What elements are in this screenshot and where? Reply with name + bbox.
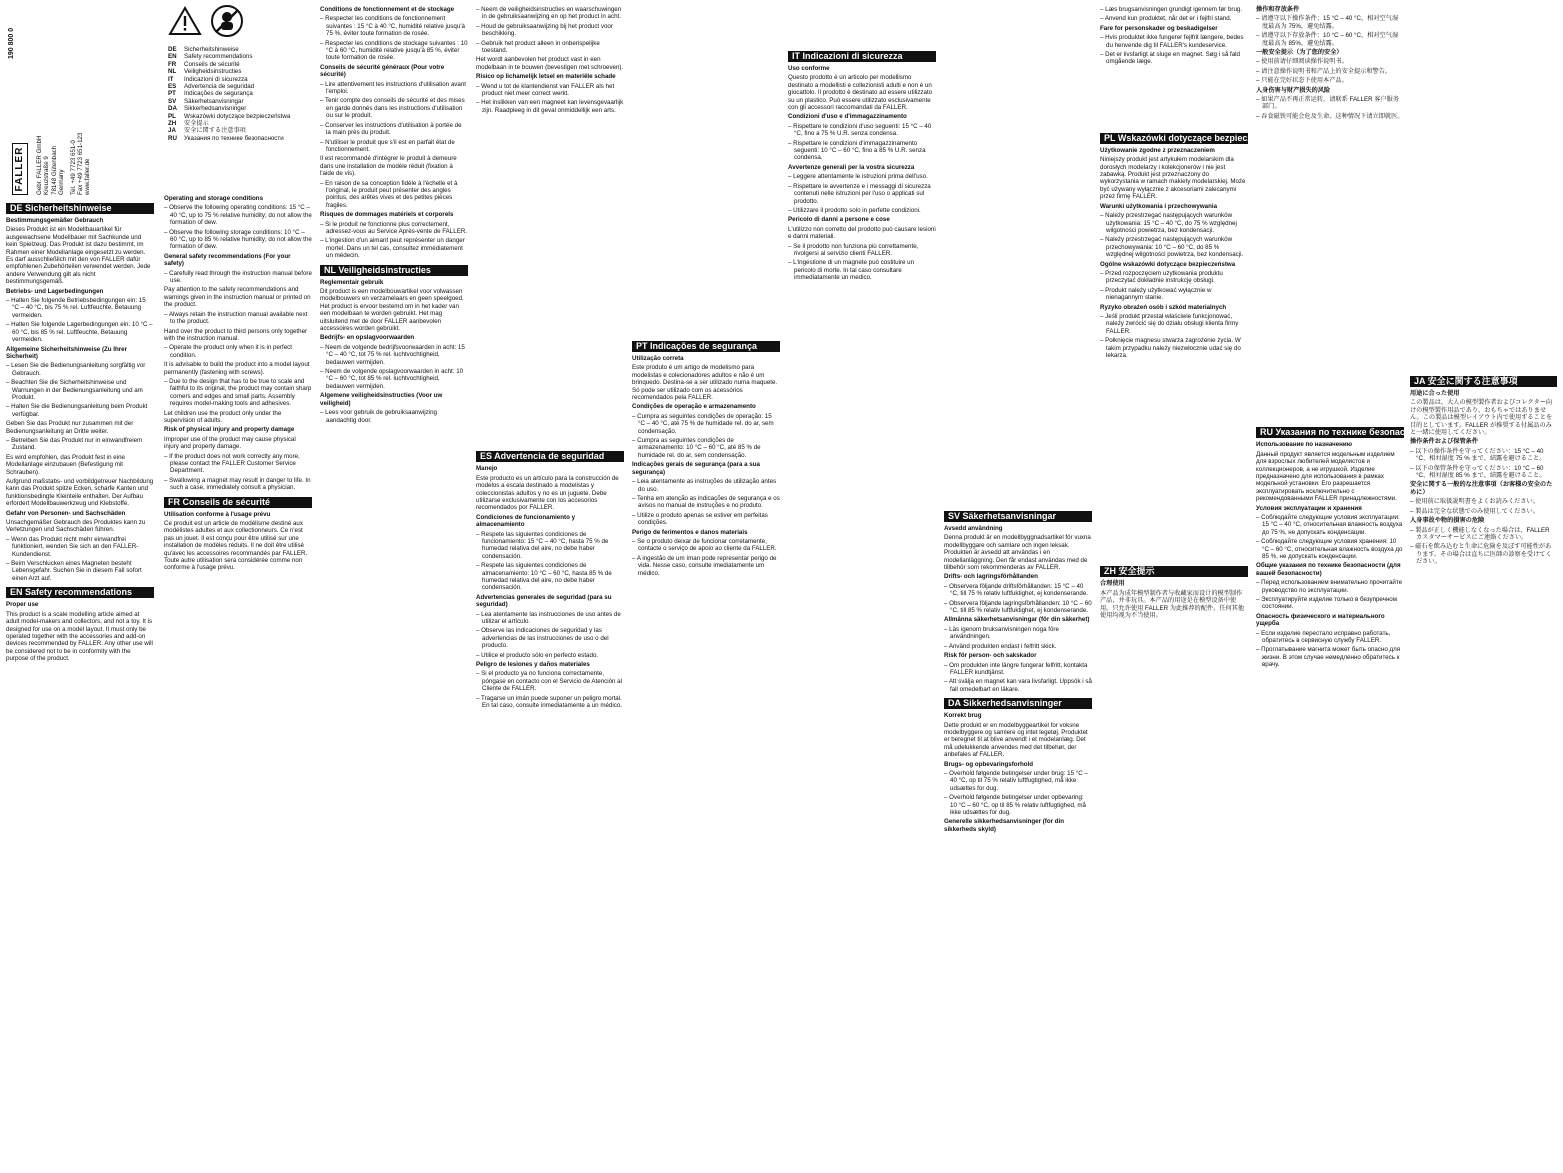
de-b4: – Beachten Sie die Sicherheitshinweise und Warnungen in der Bedienungsanleitung und am Produkt. bbox=[6, 379, 143, 401]
spacer bbox=[788, 6, 936, 46]
da-b3: – Læs brugsanvisningen grundigt igennem før brug. bbox=[1100, 6, 1243, 13]
de-b3: – Lesen Sie die Bedienungsanleitung sorgfältig vor Gebrauch. bbox=[6, 362, 146, 377]
language-entry: JA 安全に関する注意事項 bbox=[168, 127, 246, 135]
pt-sub4: Perigo de ferimentos e danos materiais bbox=[632, 528, 748, 536]
zh-b3: – 使用前请仔细阅读操作说明书。 bbox=[1256, 58, 1348, 66]
pt-b3: – Leia atentamente as instruções de utilização antes do uso. bbox=[632, 478, 777, 493]
fr-sub1: Utilisation conforme à l'usage prévu bbox=[164, 510, 271, 518]
language-entry: PL Wskazówki dotyczące bezpieczeństwa bbox=[168, 112, 291, 120]
de-sub3: Allgemeine Sicherheitshinweise (Zu Ihrer Sicherheit) bbox=[6, 345, 128, 360]
fr-b3: – Lire attentivement les instructions d'utilisation avant l'emploi. bbox=[320, 80, 466, 96]
nl-p1: Dit product is een modelbouwartikel voor volwassen modelbouwers en verzamelaars en geen speelgoed. Het product is ervoor bestemd om in het kader van een modelbaan te worden gebruikt. Het mag uitsluitend met de door FALLER aanbevolen accessoires worden gebruikt. bbox=[320, 288, 464, 333]
it-b5: – Utilizzare il prodotto solo in perfette condizioni. bbox=[788, 206, 921, 214]
it-heading: IT Indicazioni di sicurezza bbox=[788, 51, 936, 62]
da-heading: DA Sikkerhedsanvisninger bbox=[944, 698, 1092, 709]
pt-b1: – Cumpra as seguintes condições de operação: 15 °C – 40 °C, até 75 % de humidade rel. do ar, sem condensação. bbox=[632, 412, 774, 435]
ru-b5: – Если изделие перестало исправно работать, обратитесь в сервисную службу FALLER. bbox=[1256, 629, 1391, 645]
nl-b7: – Wend u tot de klantendienst van FALLER als het product niet meer correct werkt. bbox=[476, 82, 615, 98]
de-p3: Es wird empfohlen, das Produkt fest in eine Modellanlage einzubauen (Befestigung mit Schrauben). bbox=[6, 453, 126, 476]
pt-b2: – Cumpra as seguintes condições de armazenamento: 10 °C – 60 °C, até 85 % de humidade rel. do ar, sem condensação. bbox=[632, 437, 761, 459]
fr-heading: FR Conseils de sécurité bbox=[164, 497, 312, 508]
es-b5: – Utilice el producto sólo en perfecto estado. bbox=[476, 651, 599, 659]
nl-sub3: Algemene veiligheidsinstructies (Voor uw veiligheid) bbox=[320, 392, 443, 407]
sv-b6: – Att svälja en magnet kan vara livsfarligt. Uppsök i så fall omedelbart en läkare. bbox=[944, 678, 1092, 693]
fr-sub2: Conditions de fonctionnement et de stockage bbox=[320, 6, 455, 13]
it-sub2: Condizioni d'uso e d'immagazzinamento bbox=[788, 113, 907, 121]
company-address bbox=[36, 75, 92, 195]
nl-sub2: Bedrijfs- en opslagvoorwaarden bbox=[320, 334, 415, 342]
es-b6: – Si el producto ya no funciona correctamente, póngase en contacto con el Servicio de Atención al Cliente de FALLER. bbox=[476, 670, 623, 693]
ja-sub1: 用途に合った使用 bbox=[1410, 390, 1460, 397]
sv-p1: Denna produkt är en modellbyggnadsartikel för vuxna modellbyggare och samlare och ingen leksak. Produkten är avsedd att användas i en modellanläggning. Den får endast användas med de tillbehör som rekommenderas av FALLER. bbox=[944, 534, 1091, 572]
ru-b4: – Эксплуатируйте изделие только в безупречном состоянии. bbox=[1256, 596, 1397, 611]
nl-heading: NL Veiligheidsinstructies bbox=[320, 265, 468, 276]
pl-sub4: Ryzyko obrażeń osób i szkód materialnych bbox=[1100, 303, 1227, 311]
en-b2: – Observe the following storage conditions: 10 °C – 60 °C, up to 85 % relative humidity; do not allow the formation of dew. bbox=[164, 228, 312, 251]
da-sub1: Korrekt brug bbox=[944, 712, 982, 720]
it-b4: – Rispettare le avvertenze e i messaggi di sicurezza contenuti nelle istruzioni per l'uso o applicati sul prodotto. bbox=[788, 182, 931, 205]
faller-logo: FALLER bbox=[12, 143, 28, 195]
part-number: 190 800 0 bbox=[8, 27, 15, 59]
fr-sub3: Conseils de sécurité généraux (Pour votre sécurité) bbox=[320, 63, 445, 79]
pl-b4: – Produkt należy użytkować wyłącznie w nienagannym stanie. bbox=[1100, 286, 1212, 302]
ja-b6: – 磁石を飲み込むと生命に危険を及ぼす可能性があります。その場合は直ちに医師の診察を受けてください。 bbox=[1410, 543, 1552, 566]
ru-b6: – Проглатывание магнита может быть опасно для жизни. В этом случае немедленно обратитесь к врачу. bbox=[1256, 646, 1401, 669]
column-7 bbox=[944, 6, 1092, 1166]
language-entry: NL Veiligheidsinstructies bbox=[168, 68, 242, 76]
en-b5: – Operate the product only when it is in perfect condition. bbox=[164, 344, 292, 359]
da-b6: – Det er livsfarligt at sluge en magnet. Søg i så fald omgående læge. bbox=[1100, 51, 1240, 66]
fr-b1: – Respecter les conditions de fonctionnement suivantes : 15 °C à 40 °C, humidité relative jusqu'à 75 %, éviter toute formation de rosée. bbox=[320, 15, 465, 38]
ru-b3: – Перед использованием внимательно прочитайте руководство по эксплуатации. bbox=[1256, 579, 1403, 594]
fr-b2: – Respecter les conditions de stockage suivantes : 10 °C à 60 °C, humidité relative jusqu'à 85 %, éviter toute formation de rosée. bbox=[320, 39, 468, 62]
spacer bbox=[1100, 68, 1248, 128]
en-b1: – Observe the following operating conditions: 15 °C – 40 °C, up to 75 % relative humidity; do not allow the formation of dew. bbox=[164, 204, 312, 227]
zh-b2: – 请遵守以下存放条件：10 °C – 60 °C，相对空气湿度最高为 85%，避免结露。 bbox=[1256, 32, 1399, 47]
zh-p1: 本产品为成年模型制作者与收藏家而设计的模型制作产品，并非玩具。本产品的用途是在模型设备中使用。只允许使用 FALLER 为此推荐的配件。任何其他使用均视为不当使用。 bbox=[1100, 589, 1245, 620]
nl-sub1: Reglementair gebruik bbox=[320, 278, 384, 286]
de-b6: – Betreiben Sie das Produkt nur in einwandfreiem Zustand. bbox=[6, 436, 143, 452]
es-b3: – Lea atentamente las instrucciones de uso antes de utilizar el artículo. bbox=[476, 610, 621, 625]
fr-b9: – L'ingestion d'un aimant peut représenter un danger mortel. Dans un tel cas, consultez immédiatement un médecin. bbox=[320, 237, 465, 260]
es-sub1: Manejo bbox=[476, 465, 498, 473]
ja-b2: – 以下の保管条件を守ってください：10 °C – 60 °C、相対湿度 85 % まで、結露を避けること。 bbox=[1410, 464, 1546, 480]
column-9 bbox=[1256, 6, 1431, 1166]
company-tel: Tel. +49 7723 651-0 bbox=[69, 140, 77, 195]
zh-b7: – 吞食磁铁可能会危及生命。这种情况下请立即就医。 bbox=[1256, 112, 1404, 120]
ja-b4: – 製品は完全な状態でのみ使用してください。 bbox=[1410, 507, 1539, 515]
header-block bbox=[6, 4, 156, 199]
zh-b4: – 请注意操作说明书和产品上的安全提示和警告。 bbox=[1256, 67, 1392, 75]
sv-sub4: Risk för person- och sakskador bbox=[944, 652, 1037, 660]
sv-b2: – Observera följande lagringsförhållanden: 10 °C – 60 °C, till 85 % relativ luftfuktighet, ej kondenserande. bbox=[944, 599, 1092, 615]
zh-b6: – 如果产品不再正常运转，请联系 FALLER 客户服务部门。 bbox=[1256, 96, 1400, 111]
da-b5: – Hvis produktet ikke fungerer fejlfrit længere, bedes du henvende dig til FALLER's kundeservice. bbox=[1100, 34, 1244, 49]
pt-b6: – Se o produto deixar de funcionar corretamente, contacte o serviço de apoio ao cliente da FALLER. bbox=[632, 537, 777, 553]
sv-b4: – Använd produkten endast i felfritt skick. bbox=[944, 642, 1057, 650]
pl-p1: Niniejszy produkt jest artykułem modelarskim dla dorosłych modelarzy i kolekcjonerów i nie jest zabawką. Produkt jest przeznaczony do wykorzystania w ramach makiety modelarskiej. Może być używany wyłącznie z akcesoriami zalecanymi przez firmę FALLER. bbox=[1100, 156, 1246, 201]
en-b6: – Due to the design that has to be true to scale and faithful to its original, the product may contain sharp corners and edges and small parts. Assembly requires model-making tools and adhesives. bbox=[164, 377, 312, 408]
en-b3: – Carefully read through the instruction manual before use. bbox=[164, 269, 312, 285]
da-b4: – Anvend kun produktet, når det er i fejlfri stand. bbox=[1100, 15, 1232, 23]
en-p2: Pay attention to the safety recommendations and warnings given in the instruction manual or printed on the product. bbox=[164, 286, 311, 309]
language-entry: IT Indicazioni di sicurezza bbox=[168, 75, 248, 83]
en-p5: Let children use the product only under the supervision of adults. bbox=[164, 409, 282, 424]
language-list bbox=[168, 46, 308, 142]
de-b8: – Beim Verschlucken eines Magneten besteht Lebensgefahr. Suchen Sie in diesem Fall sofort einen Arzt auf. bbox=[6, 560, 142, 582]
ja-sub3: 安全に関する一般的な注意事項（お客様の安全のために） bbox=[1410, 481, 1553, 496]
pt-b4: – Tenha em atenção as indicações de segurança e os avisos no manual de instruções e no produto. bbox=[632, 494, 780, 510]
ja-b1: – 以下の操作条件を守ってください：15 °C – 40 °C、相対湿度 75 % まで、結露を避けること。 bbox=[1410, 447, 1546, 463]
language-entry: DA Sikkerhedsanvisninger bbox=[168, 105, 247, 113]
pt-b7: – A ingestão de um íman pode representar perigo de vida. Nesse caso, consulte imediatamente um médico. bbox=[632, 554, 777, 577]
fr-p1: Ce produit est un article de modélisme destiné aux modélistes adultes et aux collectionneurs. Ce n'est pas un jouet. Il est conçu pour être utilisé sur une installation de modèles réduits. Il ne doit être utilisé qu'avec les accessoires recommandés par FALLER. Toute autre utilisation sera considérée comme non conforme à l'usage prévu. bbox=[164, 520, 308, 572]
company-city: 78148 Gütenbach bbox=[50, 145, 58, 195]
language-entry: SV Säkerhetsanvisningar bbox=[168, 97, 244, 105]
ru-b1: – Соблюдайте следующие условия эксплуатации: 15 °C – 40 °C, относительная влажность воздуха до 75 %, не допускать конденсации. bbox=[1256, 513, 1403, 536]
column-6 bbox=[788, 6, 936, 1166]
zh-b5: – 只能在完好状态下使用本产品。 bbox=[1256, 77, 1348, 85]
ru-sub2: Условия эксплуатации и хранения bbox=[1256, 504, 1362, 512]
language-entry: FR Conseils de sécurité bbox=[168, 60, 240, 68]
en-b4: – Always retain the instruction manual available next to the product. bbox=[164, 310, 308, 326]
pt-heading: PT Indicações de segurança bbox=[632, 341, 780, 352]
es-sub2: Condiciones de funcionamiento y almacenamiento bbox=[476, 513, 576, 529]
es-b1: – Respete las siguientes condiciones de funcionamiento: 15 °C – 40 °C, hasta 75 % de humedad relativa del aire, no debe haber condensación. bbox=[476, 530, 609, 560]
es-heading: ES Advertencia de seguridad bbox=[476, 451, 624, 462]
nl-p2: Het wordt aanbevolen het product vast in een modelbaan in te bouwen (bevestigen met schroeven). bbox=[476, 56, 624, 71]
da-sub2: Brugs- og opbevaringsforhold bbox=[944, 760, 1034, 768]
da-sub3: Generelle sikkerhedsanvisninger (for din sikkerheds skyld) bbox=[944, 818, 1065, 833]
pt-p1: Este produto é um artigo de modelismo para modelistas e colecionadores adultos e não é um brinquedo. Destina-se a ser utilizado numa maquete. Só pode ser utilizado com os acessórios recomendados pela FALLER. bbox=[632, 364, 778, 402]
fr-b4: – Tenir compte des conseils de sécurité et des mises en garde donnés dans les instructions d'utilisation ou sur le produit. bbox=[320, 97, 465, 120]
company-name: Gebr. FALLER GmbH bbox=[36, 135, 43, 195]
zh-sub2: 操作和存放条件 bbox=[1256, 6, 1300, 13]
en-sub4: Risk of physical injury and property damage bbox=[164, 426, 295, 434]
column-5 bbox=[632, 6, 780, 1166]
ru-b2: – Соблюдайте следующие условия хранения: 10 °C – 60 °C, относительная влажность воздуха до 85 %, не допускать конденсации. bbox=[1256, 538, 1403, 560]
fr-b7: – En raison de sa conception fidèle à l'échelle et à l'original, le produit peut présenter des angles pointus, des arêtes vives et des petites pièces fragiles. bbox=[320, 179, 458, 209]
column-2 bbox=[164, 0, 312, 1160]
de-heading: DE Sicherheitshinweise bbox=[6, 203, 154, 214]
nl-b2: – Neem de volgende opslagvoorwaarden in acht: 10 °C – 60 °C, tot 85 % rel. luchtvochtigheid, bedauwen vermijden. bbox=[320, 368, 464, 390]
it-b2: – Rispettare le condizioni d'immagazzinamento seguenti: 10 °C – 60 °C, fino a 85 % U.R. senza condensa. bbox=[788, 139, 926, 162]
en-b7: – If the product does not work correctly any more, please contact the FALLER Customer Service Department. bbox=[164, 452, 300, 475]
ru-p1: Данный продукт является модельным изделием для взрослых любителей моделистов и коллекционеров, а не игрушкой. Изделие предназначено для использования в рамках модельной установки. Его разрешается эксплуатировать исключительно с рекомендованными FALLER принадлежностями. bbox=[1256, 450, 1397, 503]
language-entry: DE Sicherheitshinweise bbox=[168, 46, 239, 53]
en-p4: It is advisable to build the product into a model layout permanently (fastening with screws). bbox=[164, 361, 310, 376]
de-b2: – Halten Sie folgende Lagerbedingungen ein: 10 °C – 60 °C, bis 85 % rel. Luftfeuchte, Betauung vermeiden. bbox=[6, 321, 153, 344]
es-sub3: Advertencias generales de seguridad (para su seguridad) bbox=[476, 593, 612, 609]
spacer bbox=[944, 6, 1092, 506]
pl-b5: – Jeśli produkt przestał właściwie funkcjonować, należy zwrócić się do działu obsługi klienta firmy FALLER. bbox=[1100, 312, 1239, 335]
en-sub1: Proper use bbox=[6, 601, 39, 609]
language-index bbox=[164, 0, 312, 195]
it-sub4: Pericolo di danni a persone e cose bbox=[788, 216, 890, 224]
ja-b3: – 使用前に取扱説明書をよくお読みください。 bbox=[1410, 498, 1539, 506]
it-sub1: Uso conforme bbox=[788, 65, 830, 72]
en-heading: EN Safety recommendations bbox=[6, 587, 154, 598]
it-b7: – L'ingestione di un magnete può costituire un pericolo di morte. In tal caso consultare immediatamente un medico. bbox=[788, 259, 915, 282]
es-b7: – Tragarse un imán puede suponer un peligro mortal. En tal caso, consulte inmediatamente a un médico. bbox=[476, 694, 622, 710]
it-b1: – Rispettare le condizioni d'uso seguenti: 15 °C – 40 °C, fino a 75 % U.R. senza condensa. bbox=[788, 122, 932, 138]
language-entry: EN Safety recommendations bbox=[168, 53, 253, 61]
it-b6: – Se il prodotto non funziona più correttamente, rivolgersi al servizio clienti FALLER. bbox=[788, 242, 919, 257]
language-entry: ZH 安全提示 bbox=[168, 120, 209, 128]
spacer bbox=[1410, 6, 1557, 371]
company-web[interactable]: www.faller.de bbox=[84, 158, 92, 195]
pt-sub3: Indicações gerais de segurança (para a sua segurança) bbox=[632, 461, 760, 476]
language-entry: PT Indicações de segurança bbox=[168, 90, 253, 98]
da-b1: – Overhold følgende betingelser under brug: 15 °C – 40 °C, op til 75 % relativ luftfugtighed, må ikke udsættes for dug. bbox=[944, 769, 1088, 792]
company-fax: Fax +49 7723 651-123 bbox=[77, 132, 85, 195]
zh-sub3: 一般安全提示（为了您的安全） bbox=[1256, 49, 1343, 57]
ja-sub4: 人身事故や物的損害の危険 bbox=[1410, 517, 1485, 525]
zh-b1: – 请遵守以下操作条件：15 °C – 40 °C，相对空气湿度最高为 75%，避免结露。 bbox=[1256, 15, 1399, 30]
nl-b6: – Gebruik het product alleen in onberispelijke toestand. bbox=[476, 39, 600, 55]
company-country: Germany bbox=[58, 169, 66, 195]
sv-b1: – Observera följande driftsförhållanden: 15 °C – 40 °C, till 75 % relativ luftfuktighet, ej kondenserande. bbox=[944, 582, 1088, 598]
pl-sub1: Użytkowanie zgodne z przeznaczeniem bbox=[1100, 146, 1215, 154]
de-sub2: Betriebs- und Lagerbedingungen bbox=[6, 287, 104, 295]
spacer bbox=[632, 6, 780, 336]
pt-sub1: Utilização correta bbox=[632, 355, 684, 362]
da-sub4: Fare for personskader og beskadigelser bbox=[1100, 24, 1218, 32]
de-p4: Aufgrund maßstabs- und vorbildgetreuer Nachbildung kann das Produkt spitze Ecken, scharfe Kanten und funktionsbedingte Kleinteile enthalten. Der Aufbau erfordert Modellbauwerkzeug und Klebstoffe. bbox=[6, 478, 154, 508]
column-1 bbox=[6, 0, 156, 1160]
nl-b8: – Het inslikken van een magneet kan levensgevaarlijk zijn. Raadpleeg in dit geval onmiddellijk een arts. bbox=[476, 99, 624, 114]
fr-p2: Il est recommandé d'intégrer le produit à demeure dans une installation de modèle réduit (fixation à l'aide de vis). bbox=[320, 155, 457, 178]
pl-heading: PL Wskazówki dotyczące bezpieczeństwa bbox=[1100, 133, 1248, 144]
es-b2: – Respete las siguientes condiciones de almacenamiento: 10 °C – 60 °C, hasta 85 % de humedad relativa del aire, no debe haber condensación. bbox=[476, 562, 612, 592]
ru-heading: RU Указания по технике безопасности bbox=[1256, 427, 1404, 438]
zh-heading: ZH 安全提示 bbox=[1100, 566, 1248, 577]
column-10 bbox=[1410, 6, 1557, 1166]
sv-b5: – Om produkten inte längre fungerar felfritt, kontakta FALLER kundtjänst. bbox=[944, 661, 1088, 676]
fr-b5: – Conserver les instructions d'utilisation à portée de la main près du produit. bbox=[320, 121, 462, 137]
ru-sub3: Общие указания по технике безопасности (для вашей безопасности) bbox=[1256, 562, 1401, 577]
it-p1: Questo prodotto è un articolo per modellismo destinato a modellisti e collezionisti adulti e non è un giocattolo. Il prodotto è destinato ad essere utilizzato su un plastico. Può essere utilizzato esclusivamente con gli accessori raccomandati da FALLER. bbox=[788, 74, 933, 112]
it-b3: – Leggere attentamente le istruzioni prima dell'uso. bbox=[788, 173, 928, 181]
en-b8: – Swallowing a magnet may result in danger to life. In such a case, immediately consult a physician. bbox=[164, 476, 311, 492]
es-b4: – Observe las indicaciones de seguridad y las advertencias de las instrucciones de uso o del producto. bbox=[476, 627, 609, 650]
pl-b2: – Należy przestrzegać następujących warunków przechowywania: 10 °C – 60 °C, do 85 % względnej wilgotności powietrza, bez kondensacji. bbox=[1100, 236, 1244, 259]
da-b2: – Overhold følgende betingelser under opbevaring: 10 °C – 60 °C, op til 85 % relativ luftfugtighed, må ikke udsættes for dug. bbox=[944, 794, 1086, 816]
nl-b3: – Lees voor gebruik de gebruiksaanwijzing aandachtig door. bbox=[320, 409, 437, 424]
de-sub1: Bestimmungsgemäßer Gebrauch bbox=[6, 217, 104, 224]
company-street: Kreuzstraße 9 bbox=[43, 156, 51, 195]
spacer bbox=[476, 116, 624, 446]
sv-sub2: Drifts- och lagringsförhållanden bbox=[944, 573, 1038, 581]
nl-b5: – Houd de gebruiksaanwijzing bij het product voor beschikking. bbox=[476, 22, 613, 38]
sv-heading: SV Säkerhetsanvisningar bbox=[944, 511, 1092, 522]
ja-b5: – 製品が正しく機能しなくなった場合は、FALLER カスタマーサービスにご連絡ください。 bbox=[1410, 526, 1550, 541]
ja-p1: この製品は、大人の模型製作者およびコレクター向けの模型製作用品であり、おもちゃではありません。この製品は模型レイアウト内で使用することを目的としています。FALLER が推奨する付属品のみと一緒に使用してください。 bbox=[1410, 399, 1553, 437]
column-4 bbox=[476, 6, 624, 1166]
en-section bbox=[164, 195, 312, 572]
sv-b3: – Läs igenom bruksanvisningen noga före användningen. bbox=[944, 625, 1059, 641]
pt-sub2: Condições de operação e armazenamento bbox=[632, 403, 756, 411]
column-3 bbox=[320, 6, 468, 1166]
da-p1: Dette produkt er en modelbyggeartikel for voksne modelbyggere og samlere og intet legetøj. Produktet er beregnet til at blive anvendt i et modelanlæg. Det må udelukkende anvendes med det tilbehør, der anbefales af FALLER. bbox=[944, 721, 1088, 759]
nl-b1: – Neem de volgende bedrijfsvoorwaarden in acht: 15 °C – 40 °C, tot 75 % rel. luchtvochtigheid, bedauwen vermijden. bbox=[320, 343, 465, 366]
nl-sub4: Risico op lichamelijk letsel en materiële schade bbox=[476, 73, 616, 81]
ja-heading: JA 安全に関する注意事項 bbox=[1410, 376, 1557, 387]
de-sub4: Gefahr von Personen- und Sachschäden bbox=[6, 509, 126, 517]
fr-b6: – N'utiliser le produit que s'il est en parfait état de fonctionnement. bbox=[320, 138, 455, 153]
de-p5: Unsachgemäßer Gebrauch des Produktes kann zu Verletzungen und Sachschäden führen. bbox=[6, 519, 146, 534]
ru-sub4: Опасность физического и материального ущерба bbox=[1256, 612, 1385, 628]
de-b7: – Wenn das Produkt nicht mehr einwandfrei funktioniert, wenden Sie sich an den FALLER-Kundendienst. bbox=[6, 535, 139, 558]
sv-sub1: Avsedd användning bbox=[944, 525, 1003, 532]
en-sub2: Operating and storage conditions bbox=[164, 195, 264, 202]
pl-b3: – Przed rozpoczęciem użytkowania produktu przeczytać dokładnie instrukcję obsługi. bbox=[1100, 269, 1223, 285]
ru-sub1: Использование по назначению bbox=[1256, 441, 1352, 449]
zh-sub1: 合理使用 bbox=[1100, 580, 1125, 588]
en-p6: Improper use of the product may cause physical injury and property damage. bbox=[164, 435, 296, 451]
ja-sub2: 操作条件および保管条件 bbox=[1410, 438, 1479, 446]
de-section bbox=[6, 198, 154, 665]
pl-b6: – Połknięcie magnesu stwarza zagrożenie życia. W takim przypadku należy niezwłocznie udać się do lekarza. bbox=[1100, 337, 1241, 359]
fr-b8: – Si le produit ne fonctionne plus correctement, adressez-vous au Service Après-vente de FALLER. bbox=[320, 220, 468, 235]
en-sub3: General safety recommendations (For your safety) bbox=[164, 252, 291, 268]
it-p2: L'utilizzo non corretto del prodotto può causare lesioni e danni materiali. bbox=[788, 225, 936, 241]
pt-b5: – Utilize o produto apenas se estiver em perfeitas condições. bbox=[632, 511, 768, 527]
spacer bbox=[1100, 361, 1248, 561]
en-p1: This product is a scale modelling article aimed at adult model-makers and collectors, and not a toy. It is designed for use on a model layout. It must only be operated together with the accessories and add-on devices recommended by FALLER. Any other use will be considered not to be in conformity with the purpose of the product. bbox=[6, 610, 153, 663]
de-b5: – Halten Sie die Bedienungsanleitung beim Produkt verfügbar. bbox=[6, 403, 148, 418]
de-p2: Geben Sie das Produkt nur zusammen mit der Bedienungsanleitung an Dritte weiter. bbox=[6, 420, 134, 435]
warning-triangle-icon bbox=[168, 6, 202, 36]
it-sub3: Avvertenze generali per la vostra sicurezza bbox=[788, 163, 915, 171]
de-p1: Dieses Produkt ist ein Modellbauartikel für ausgewachsene Modellbauer mit Sachkunde und kein Spielzeug. Das Produkt ist dazu bestimmt, im Rahmen einer Modellanlage eingesetzt zu werden. Es darf ausschließlich mit den von FALLER dafür empfohlenen Zubehörteilen verwendet werden. Jede andere Verwendung gilt als nicht bestimmungsgemäß. bbox=[6, 226, 151, 286]
en-p3: Hand over the product to third persons only together with the instruction manual. bbox=[164, 327, 308, 342]
language-entry: RU Указания по технике безопасности bbox=[168, 134, 284, 142]
es-p1: Este producto es un artículo para la construcción de modelos a escala destinado a modelistas y coleccionistas adultos y no es un juguete. Debe utilizarse exclusivamente con los accesorios recomendados por FALLER. bbox=[476, 474, 619, 512]
spacer bbox=[1256, 122, 1404, 422]
fr-sub4: Risques de dommages matériels et corporels bbox=[320, 211, 454, 219]
zh-sub4: 人身伤害与财产损失的风险 bbox=[1256, 86, 1331, 94]
pl-sub2: Warunki użytkowania i przechowywania bbox=[1100, 202, 1218, 210]
pl-b1: – Należy przestrzegać następujących warunków użytkowania: 15 °C – 40 °C, do 75 % względnej wilgotności powietrza, bez kondensacji. bbox=[1100, 212, 1237, 234]
nl-b4: – Neem de veiligheidsinstructies en waarschuwingen in de gebruiksaanwijzing en op het product in acht. bbox=[476, 6, 622, 21]
language-entry: ES Advertencia de seguridad bbox=[168, 83, 255, 91]
es-sub4: Peligro de lesiones y daños materiales bbox=[476, 661, 590, 669]
pl-sub3: Ogólne wskazówki dotyczące bezpieczeństwa bbox=[1100, 260, 1236, 268]
de-b1: – Halten Sie folgende Betriebsbedingungen ein: 15 °C – 40 °C, bis 75 % rel. Luftfeuchte, Betauung vermeiden. bbox=[6, 297, 146, 319]
sv-sub3: Allmänna säkerhetsanvisningar (för din säkerhet) bbox=[944, 616, 1090, 624]
age-restriction-icon bbox=[210, 4, 244, 38]
